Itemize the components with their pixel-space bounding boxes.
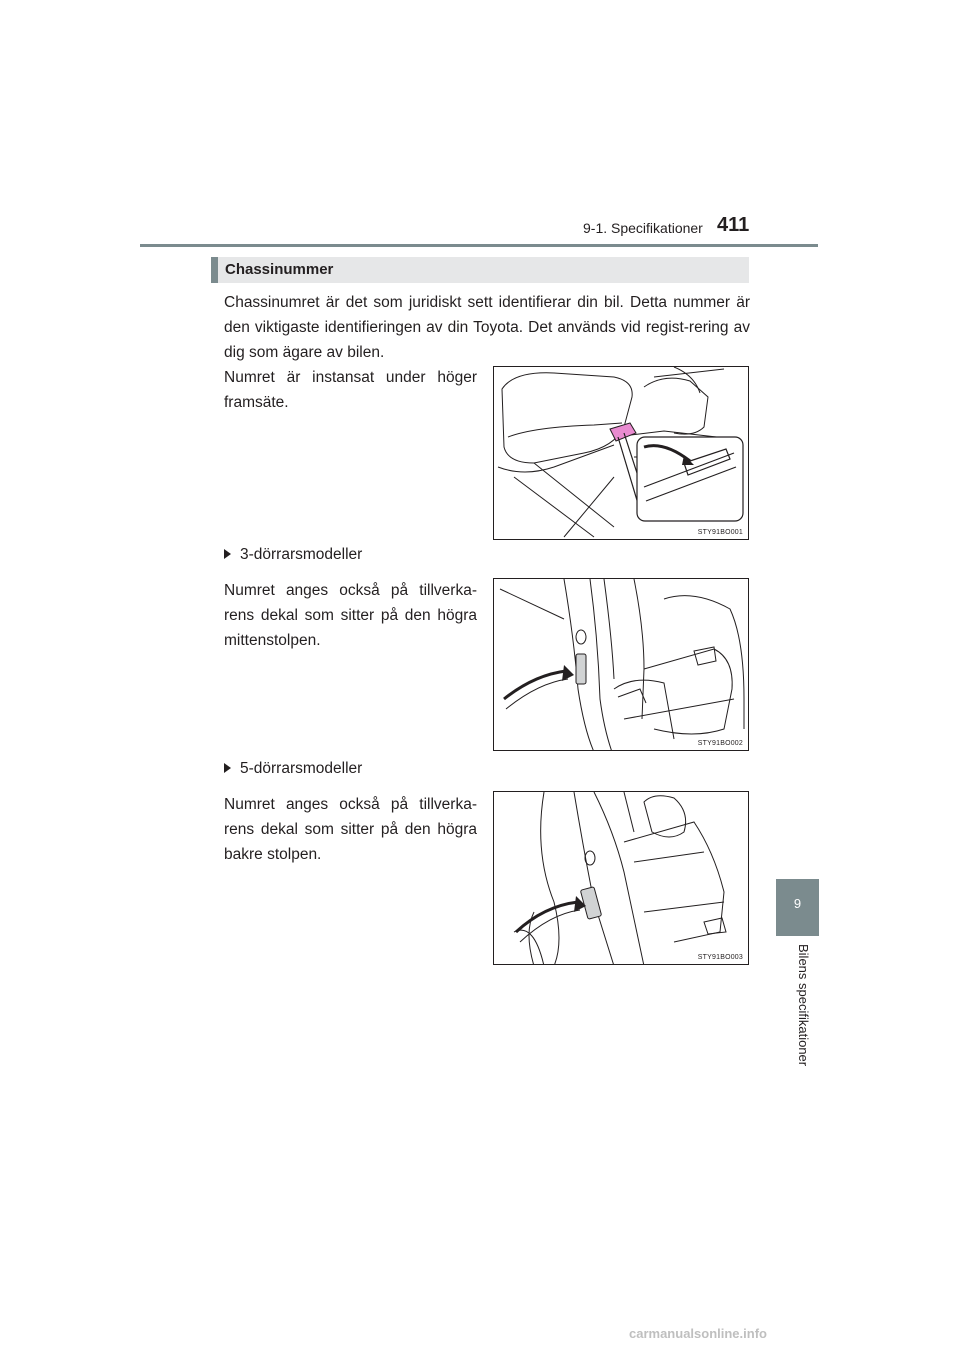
figure-center-pillar bbox=[493, 578, 749, 751]
chapter-title: Bilens specifikationer bbox=[796, 944, 811, 1067]
bullet-3-door bbox=[224, 542, 362, 567]
rear-pillar-illustration bbox=[494, 792, 749, 965]
triangle-bullet-icon bbox=[224, 549, 231, 559]
chapter-tab: 9 bbox=[776, 879, 819, 936]
section-title: Chassinummer bbox=[211, 257, 749, 283]
bullet-label: 5-dörrarsmodeller bbox=[240, 760, 363, 777]
bullet-5-door bbox=[224, 756, 362, 781]
header-section-title: 9-1. Specifikationer bbox=[583, 220, 703, 236]
block-3-text: Numret anges också på tillverka-rens dekal som sitter på den högra bakre stolpen. bbox=[224, 796, 477, 863]
figure-code: STY91BO001 bbox=[697, 529, 743, 536]
front-seat-illustration bbox=[494, 367, 749, 540]
figure-rear-pillar bbox=[493, 791, 749, 965]
figure-front-seat bbox=[493, 366, 749, 540]
intro-paragraph: Chassinumret är det som juridiskt sett identifierar din bil. Detta nummer är den viktigaste identifieringen av din Toyota. Det används vid regist-rering av dig som ägare av bilen. bbox=[224, 294, 750, 361]
center-pillar-illustration bbox=[494, 579, 749, 751]
block-2-text: Numret anges också på tillverka-rens dekal som sitter på den högra mittenstolpen. bbox=[224, 582, 477, 649]
triangle-bullet-icon bbox=[224, 763, 231, 773]
figure-code: STY91BO002 bbox=[697, 740, 743, 747]
watermark: carmanualsonline.info bbox=[629, 1326, 767, 1341]
page-number: 411 bbox=[717, 214, 750, 236]
block-1-text: Numret är instansat under höger framsäte. bbox=[224, 369, 477, 411]
bullet-label: 3-dörrarsmodeller bbox=[240, 546, 363, 563]
figure-code: STY91BO003 bbox=[697, 954, 743, 961]
header-rule bbox=[140, 244, 818, 247]
